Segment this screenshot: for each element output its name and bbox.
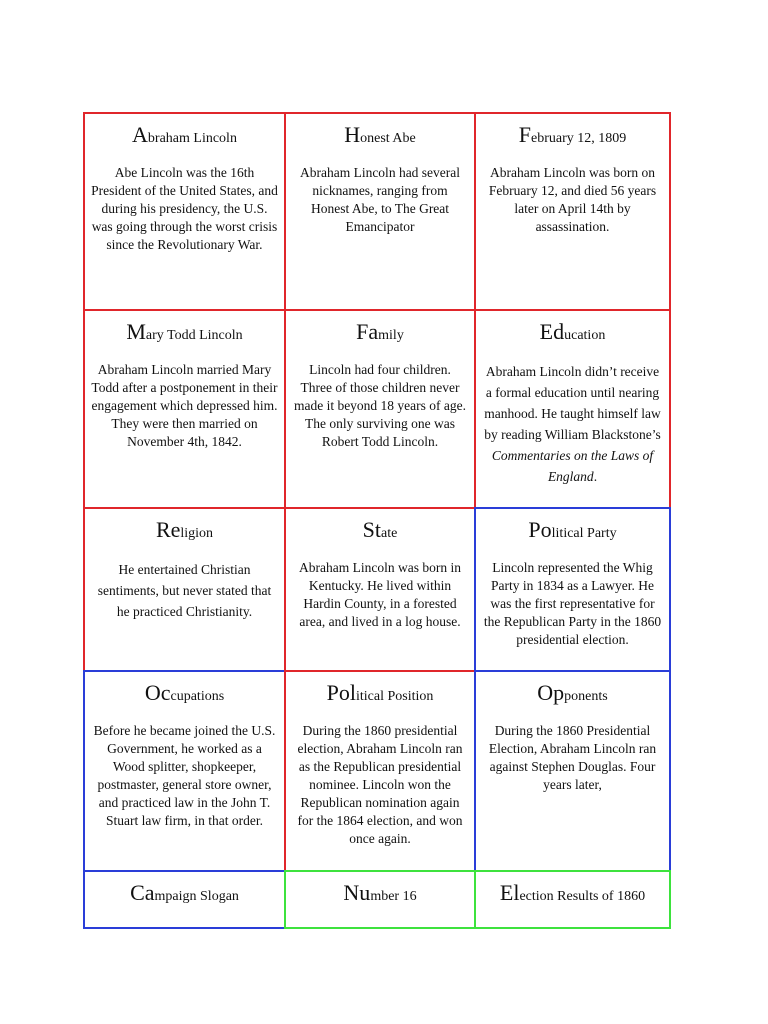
card-title: Opponents <box>537 680 608 705</box>
card-education <box>474 309 671 509</box>
card-title: Political Party <box>528 517 617 542</box>
card-body: Lincoln had four children. Three of those children never made it beyond 18 years of age. The only surviving one was Robert Todd Lincoln. <box>293 362 467 449</box>
card-abraham-lincoln <box>83 112 286 311</box>
card-mary-todd-lincoln <box>83 309 286 509</box>
card-title: Occupations <box>144 680 225 705</box>
card-body: Abraham Lincoln was born in Kentucky. He lived within Hardin County, in a forested area, and lived in a log house. <box>299 560 461 629</box>
card-family <box>284 309 476 509</box>
card-birthdate <box>474 112 671 311</box>
card-title: State <box>362 517 398 542</box>
card-campaign-slogan <box>83 870 286 929</box>
card-title: Family <box>356 319 404 344</box>
card-political-party <box>474 507 671 672</box>
card-body: He entertained Christian sentiments, but never stated that he practiced Christianity. <box>97 562 272 619</box>
card-number-16 <box>284 870 476 929</box>
card-title: Education <box>539 319 606 344</box>
card-state <box>284 507 476 672</box>
card-title: Honest Abe <box>344 122 416 147</box>
card-title: Political Position <box>326 680 434 705</box>
card-body: Abe Lincoln was the 16th President of the United States, and during his presidency, the U.S. was going through the worst crisis since the Revolutionary War. <box>91 165 278 252</box>
card-body: Before he became joined the U.S. Government, he worked as a Wood splitter, shopkeeper, postmaster, general store owner, and practiced law in the John T. Stuart law firm, in that order. <box>93 723 276 828</box>
card-title: Election Results of 1860 <box>499 880 646 905</box>
card-body: During the 1860 presidential election, Abraham Lincoln ran as the Republican presidential nominee. Lincoln won the Republican nomination again for the 1864 election, and won once again. <box>297 723 463 846</box>
card-title: Abraham Lincoln <box>132 122 237 147</box>
card-occupations <box>83 670 286 872</box>
card-body: Abraham Lincoln married Mary Todd after a postponement in their engagement which depressed him. They were then married on November 4th, 1842. <box>91 362 278 449</box>
card-honest-abe <box>284 112 476 311</box>
card-title: Number 16 <box>343 880 417 905</box>
card-title: Religion <box>155 517 214 542</box>
card-body: During the 1860 Presidential Election, Abraham Lincoln ran against Stephen Douglas. Four years later, <box>488 723 657 792</box>
book-title: Commentaries on the Laws of England <box>491 448 654 484</box>
card-title: Mary Todd Lincoln <box>126 319 243 344</box>
card-body: Abraham Lincoln didn’t receive a formal education until nearing manhood. He taught himself law by reading William Blackstone’s Commentaries on the Laws of England. <box>484 364 661 484</box>
card-body: Abraham Lincoln had several nicknames, ranging from Honest Abe, to The Great Emancipator <box>299 165 461 234</box>
card-body: Lincoln represented the Whig Party in 1834 as a Lawyer. He was the first representative for the Republican Party in the 1860 presidential election. <box>483 560 662 647</box>
card-opponents <box>474 670 671 872</box>
card-religion <box>83 507 286 672</box>
card-body: Abraham Lincoln was born on February 12, and died 56 years later on April 14th by assassination. <box>488 165 657 234</box>
card-title: Campaign Slogan <box>130 880 239 905</box>
card-political-position <box>284 670 476 872</box>
card-title: February 12, 1809 <box>518 122 627 147</box>
card-election-results-1860 <box>474 870 671 929</box>
